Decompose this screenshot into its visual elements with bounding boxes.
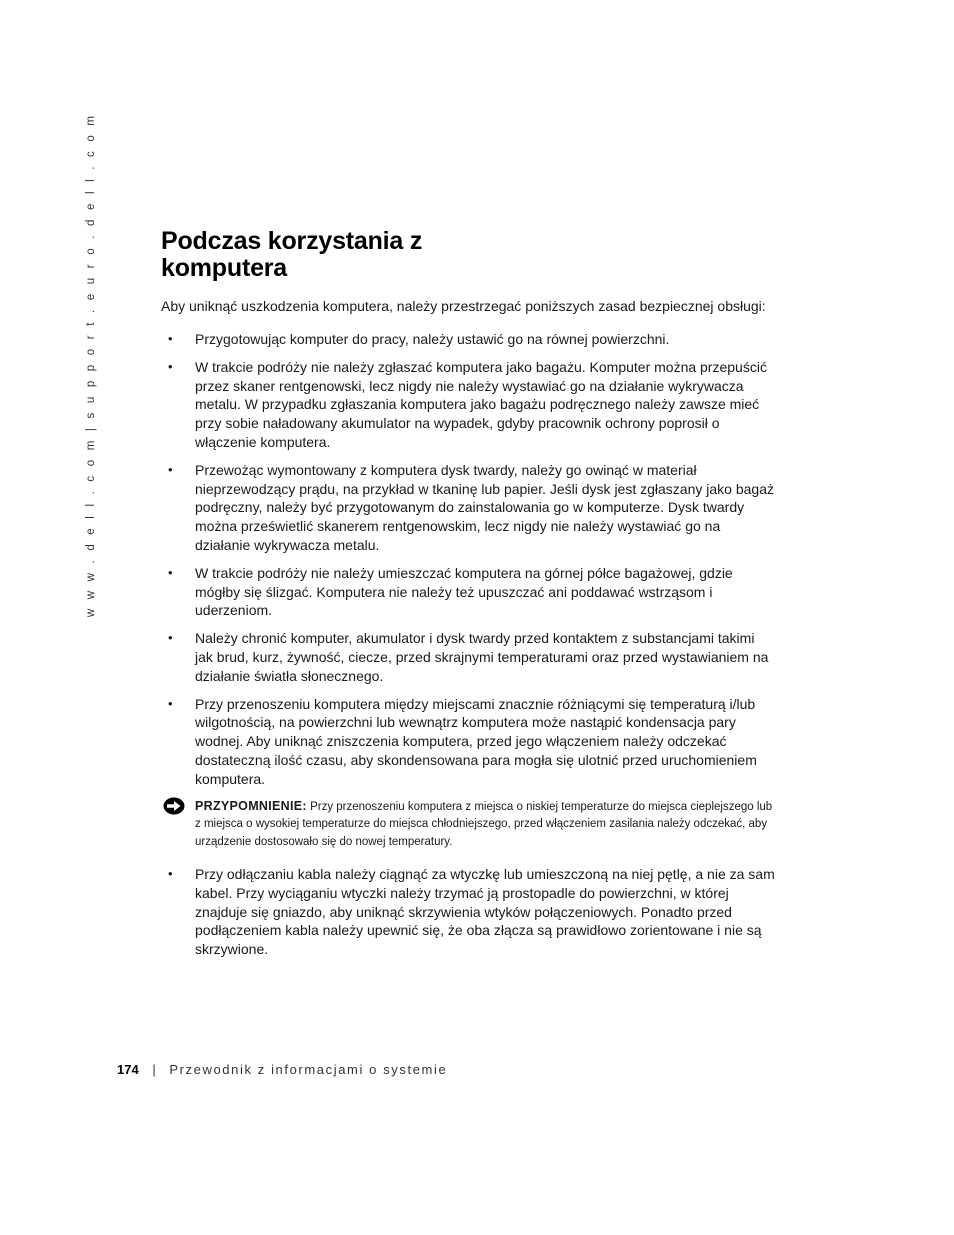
notice-arrow-icon: [163, 797, 185, 815]
footer-separator: |: [152, 1062, 156, 1077]
bullet-list: [161, 330, 776, 789]
notice-box: [161, 798, 776, 852]
notice-label: PRZYPOMNIENIE:: [195, 798, 307, 813]
side-url-vertical: [85, 112, 97, 617]
notice-text: Przy przenoszeniu komputera z miejsca o niskiej temperaturze do miejsca cieplejszego lub z miejsca o wysokiej temperaturze do miejsca chłodniejszego, przed włączeniem zasilania należy odczekać, aby urządzenie dostosowało się do nowej temperatury.: [195, 800, 773, 848]
intro-paragraph: Aby uniknąć uszkodzenia komputera, należy przestrzegać poniższych zasad bezpiecznej obsługi:: [161, 298, 766, 314]
page-footer: [117, 1062, 447, 1077]
list-item: • Przy przenoszeniu komputera między miejscami znacznie różniącymi się temperaturą i/lub wilgotnością, na powierzchni lub wewnątrz komputera może nastąpić kondensacja pary wodnej. Aby uniknąć zniszczenia komputera, przed jego włączeniem należy odczekać dostateczną ilość czasu, aby skondensowana para mogła się ulotnić przed uruchomieniem komputera.: [161, 695, 776, 789]
footer-title: Przewodnik z informacjami o systemie: [169, 1062, 448, 1077]
side-url-text: w w w . d e l l . c o m | s u p p o r t . e u r o . d e l l . c o m: [85, 112, 97, 617]
page-heading: [161, 228, 776, 282]
list-item: • Przygotowując komputer do pracy, należy ustawić go na równej powierzchni.: [161, 330, 776, 349]
list-item: • Przewożąc wymontowany z komputera dysk twardy, należy go owinąć w materiał nieprzewodzący prądu, na przykład w tkaninę lub papier. Jeśli dysk jest zgłaszany jako bagaż podręczny, należy być przygotowanym do zainstalowania go w komputerze. Dysk twardy można prześwietlić skanerem rentgenowskim, lecz nigdy nie należy wystawiać go na działanie wykrywacza metalu.: [161, 461, 776, 555]
list-item: • Należy chronić komputer, akumulator i dysk twardy przed kontaktem z substancjami takimi jak brud, kurz, żywność, ciecze, przed skrajnymi temperaturami oraz przed wystawianiem na działanie światła słonecznego.: [161, 629, 776, 685]
list-item: • W trakcie podróży nie należy zgłaszać komputera jako bagażu. Komputer można przepuścić przez skaner rentgenowski, lecz nigdy nie należy wystawiać go na działanie wykrywacza metalu. W przypadku zgłaszania komputera jako bagażu podręcznego należy zawsze mieć przy sobie naładowany akumulator na wypadek, gdyby pracownik ochrony poprosił o włączenie komputera.: [161, 358, 776, 452]
list-item: • Przy odłączaniu kabla należy ciągnąć za wtyczkę lub umieszczoną na niej pętlę, a nie za sam kabel. Przy wyciąganiu wtyczki należy trzymać ją prostopadle do powierzchni, w której znajduje się gniazdo, aby uniknąć skrzywienia wtyków połączeniowych. Ponadto przed podłączeniem kabla należy upewnić się, że oba złącza są prawidłowo zorientowane i nie są skrzywione.: [161, 865, 776, 959]
list-item: • W trakcie podróży nie należy umieszczać komputera na górnej półce bagażowej, gdzie mógłby się ślizgać. Komputera nie należy też upuszczać ani poddawać wstrząsom i uderzeniom.: [161, 564, 776, 620]
page-number: 174: [117, 1062, 139, 1077]
main-content: [161, 228, 776, 968]
bullet-list-continued: [161, 865, 776, 959]
heading-line-1: Podczas korzystania z: [161, 227, 423, 255]
heading-line-2: komputera: [161, 254, 288, 282]
